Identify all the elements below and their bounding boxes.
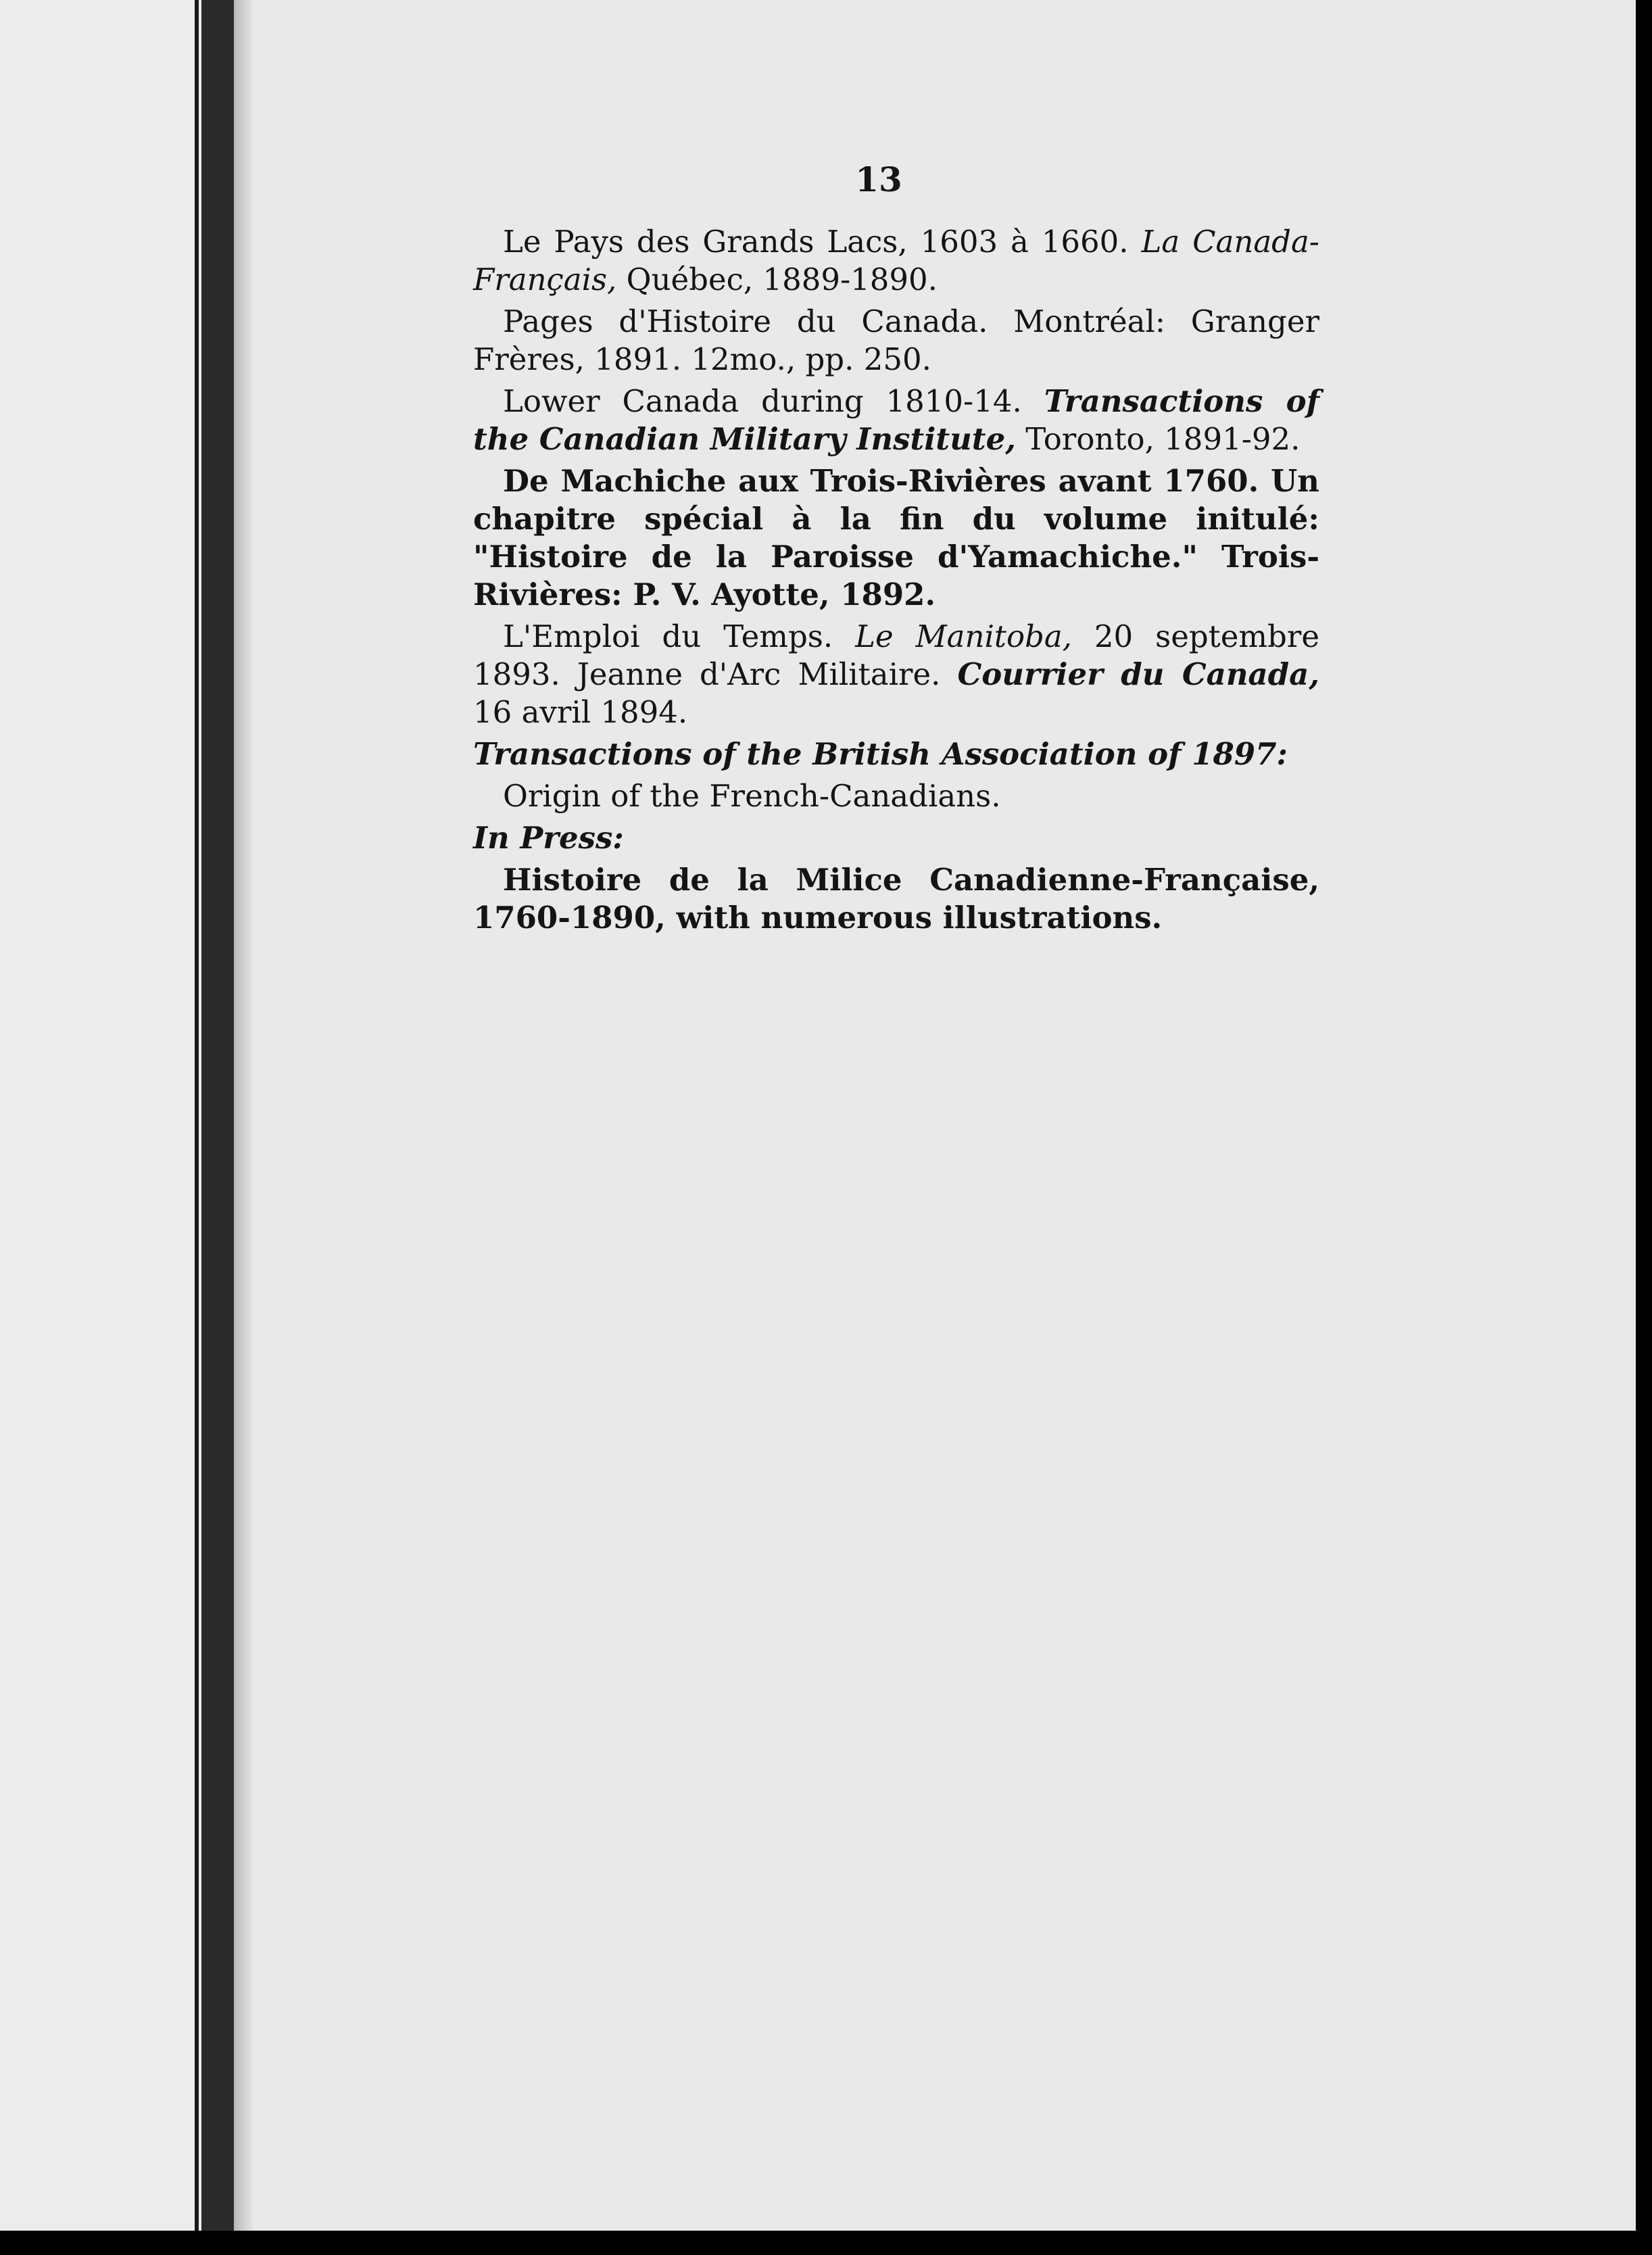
- entry-emploi-du-temps: L'Emploi du Temps. Le Manitoba, 20 septembre 1893. Jeanne d'Arc Militaire. Courrier du Canada, 16 avril 1894.: [473, 619, 1320, 730]
- entry-pages-d-histoire: Pages d'Histoire du Canada. Montréal: Granger Frères, 1891. 12mo., pp. 250.: [473, 304, 1319, 377]
- entry-pays-des-grands-lacs: Le Pays des Grands Lacs, 1603 à 1660. La Canada-Français, Québec, 1889-1890.: [473, 224, 1320, 297]
- scan-border-bottom: [0, 2231, 1652, 2255]
- heading-british-association: Transactions of the British Association of 1897:: [473, 736, 1288, 772]
- gutter-line: [195, 0, 199, 2255]
- binding-gutter: [201, 0, 234, 2255]
- heading-in-press: In Press:: [473, 820, 624, 856]
- gutter-shadow: [234, 0, 254, 2255]
- entry-origin-french-canadians: Origin of the French-Canadians.: [503, 778, 1001, 814]
- entry-lower-canada: Lower Canada during 1810-14. Transactions of the Canadian Military Institute, Toronto, 1891-92.: [473, 383, 1319, 457]
- entry-de-machiche: De Machiche aux Trois-Rivières avant 1760. Un chapitre spécial à la fin du volume initulé: "Histoire de la Paroisse d'Yamachiche." Trois-Rivières: P. V. Ayotte, 1892.: [473, 463, 1319, 612]
- scan-border-right: [1636, 0, 1652, 2255]
- previous-leaf-edge: [0, 0, 201, 2255]
- entry-histoire-de-la-milice: Histoire de la Milice Canadienne-Française, 1760-1890, with numerous illustrations.: [473, 862, 1319, 936]
- bibliography-list: [473, 223, 1319, 941]
- page-number: 13: [855, 160, 902, 199]
